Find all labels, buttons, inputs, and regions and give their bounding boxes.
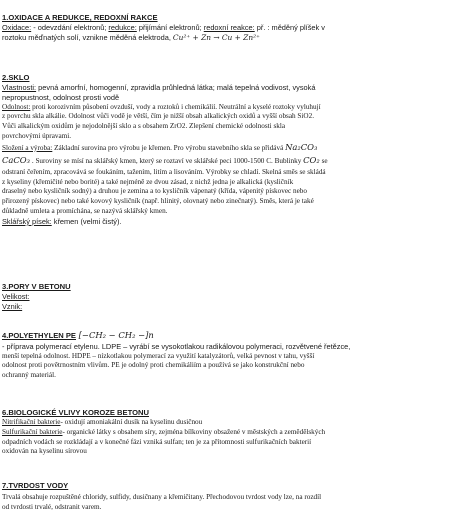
term-vlastnosti: Vlastnosti: (2, 83, 37, 92)
formula-caco3: CaCO₃ (2, 154, 31, 165)
pory-vznik: Vznik: (2, 301, 23, 311)
term-nitrifikacni: Nitrifikační bakterie (2, 418, 61, 426)
oxidace-def: - odevzdání elektronů; (31, 23, 109, 32)
pisek-line (2, 217, 463, 227)
section-sklo (2, 73, 463, 227)
section-biologicke-vlivy (2, 408, 463, 457)
sulfurikacni-line-1 (2, 428, 463, 438)
term-odolnost: Odolnost: (2, 102, 31, 111)
sulfurikacni-text: - organické látky s obsahem síry, zejména bílkoviny obsažené v městských a zemědělských (62, 427, 326, 436)
section-oxidace (2, 13, 463, 43)
oxidace-line-2-text: roztoku měďnatých solí, vznikne měděná elektroda, (2, 32, 173, 42)
redox-equation: Cu²⁺ + Zn → Cu + Zn²⁺ (172, 32, 260, 42)
vlastnosti-line-2: nepropustnost, odolnost prosti vodě (2, 92, 120, 102)
pory-velikost: Velikost: (2, 292, 30, 301)
polyethylen-line-1: - příprava polymerací etylenu. LDPE – vyrábí se vysokotlakou radikálovou polymeraci, rozvětvené řetězce, (2, 341, 351, 351)
heading-pory: 3.PORY V BETONU (2, 282, 71, 291)
odolnost-line-2: z povrchu skla alkálie. Odolnost vůči vodě je větší, čím je nižší obsah alkalických oxidů a vyšší obsah SiO2. (2, 112, 314, 121)
slozeni-line-2 (2, 154, 463, 168)
term-redox: redoxní reakce: (203, 23, 255, 32)
slozeni-line-3: odstraní čeřením, zpracovává se foukáním, tažením, litím a lisováním. Výrobky se chladí. Skelná směs se skládá (2, 167, 326, 176)
slozeni-line-5: draselný nebo kysličník sodný) a druhou je zemina a to kysličník vápenatý (křída, vápenitý pískovec nebo (2, 187, 307, 196)
odolnost-line-3: Vůči alkalickým oxidům je nejodolnější sklo a s obsahem ZrO2. Zlepšení chemické odolnosti skla (2, 122, 286, 131)
vlastnosti-text: pevná amorfní, homogenní, zpravidla průhledná látka; malá tepelná vodivost, vysoká (36, 83, 316, 92)
heading-tvrdost-vody: 7.TVRDOST VODY (2, 481, 69, 490)
section-pory (2, 282, 463, 312)
section-tvrdost-vody (2, 481, 463, 513)
polyethylen-line-3: odolnost proti povětrnostním vlivům. PE je odolný proti chemikáliím a používá se jako konstrukční nebo (2, 361, 305, 370)
formula-na2co3: Na₂CO₃ (285, 141, 318, 152)
nitrifikacni-text: - oxidují amoniakální dusík na kyselinu dusičnou (60, 418, 203, 426)
pisek-text: křemen (velmi čistý). (51, 216, 122, 226)
tvrdost-line-1: Trvalá obsahuje rozpuštěné chloridy, sulfidy, dusičnany a křemičitany. Přechodovou tvrdost vody lze, na rozdíl (2, 493, 322, 501)
odolnost-text: proti korozivním působení ovzduší, vody a roztoků i chemikálií. Neutrální a kyselé roztoky vyluhují (30, 102, 321, 111)
heading-polyethylen: 4.POLYETHYLEN PE (2, 331, 76, 340)
term-slozeni: Složení a výroba: (2, 143, 53, 152)
oxidace-line-2 (2, 33, 463, 43)
nitrifikacni-line (2, 418, 463, 428)
polyethylen-heading-line (2, 331, 463, 342)
slozeni-text: Základní surovina pro výrobu je křemen. Pro výrobu stavebního skla se přidává (52, 143, 286, 152)
odolnost-line-1 (2, 103, 463, 113)
slozeni-line-7: důkladně umleta a promíchána, se nazývá sklářský kmen. (2, 206, 168, 215)
tvrdost-line-2: od tvrdosti trvalé, odstranit varem. (2, 502, 102, 511)
heading-sklo: 2.SKLO (2, 73, 30, 82)
sulfurikacni-line-3: oxidován na kyselinu sírovou (2, 447, 87, 456)
polyethylen-line-2: menší tepelná odolnost. HDPE – nízkotlakou polymerací za využití katalyzátorů, velká pevnost v tahu, vyšší (2, 351, 315, 360)
sulfurikacni-line-2: odpadních vodách se rozkládají a v konečné fázi vzniká sulfan; ten je za přítomnosti sulfurikačních bakterií (2, 437, 312, 446)
heading-oxidace: 1.OXIDACE A REDUKCE, REDOXNÍ RAKCE (2, 13, 158, 22)
term-redukce: redukce: (108, 23, 137, 32)
polyethylen-line-4: ochranný materiál. (2, 371, 56, 380)
slozeni-line-2-text: . Suroviny se mísí na sklářský kmen, který se roztaví ve sklářské peci 1000-1500 C. Bublinky (30, 156, 304, 165)
heading-biologicke-vlivy: 6.BIOLOGICKÉ VLIVY KOROZE BETONU (2, 408, 149, 417)
oxidace-line-1 (2, 23, 463, 33)
slozeni-line-4: z kyseliny (křemičité nebo borité) a také nejméně ze dvou zásad, z nichž jedna je alkalická (kysličník (2, 177, 294, 186)
slozeni-line-6: přirozený pískovec) nebo také kovový kysličník (např. hlinitý, olovnatý nebo zinečnatý). Směs, která je také (2, 197, 314, 206)
slozeni-line-2-tail: se (319, 156, 328, 165)
redox-def: př. : měděný plíšek v (254, 23, 325, 32)
polyethylen-formula: [−CH₂ − CH₂ −]n (76, 331, 154, 340)
section-polyethylen (2, 331, 463, 381)
term-oxidace: Oxidace: (2, 23, 32, 32)
formula-co2: CO₂ (303, 154, 320, 165)
redukce-def: přijímání elektronů; (136, 23, 204, 32)
term-sulfurikacni: Sulfurikační bakterie (2, 427, 63, 436)
odolnost-line-4: povrchovými úpravami. (2, 131, 72, 140)
term-pisek: Sklářský písek: (2, 216, 52, 226)
slozeni-line-1 (2, 142, 463, 154)
vlastnosti-line-1 (2, 83, 463, 93)
